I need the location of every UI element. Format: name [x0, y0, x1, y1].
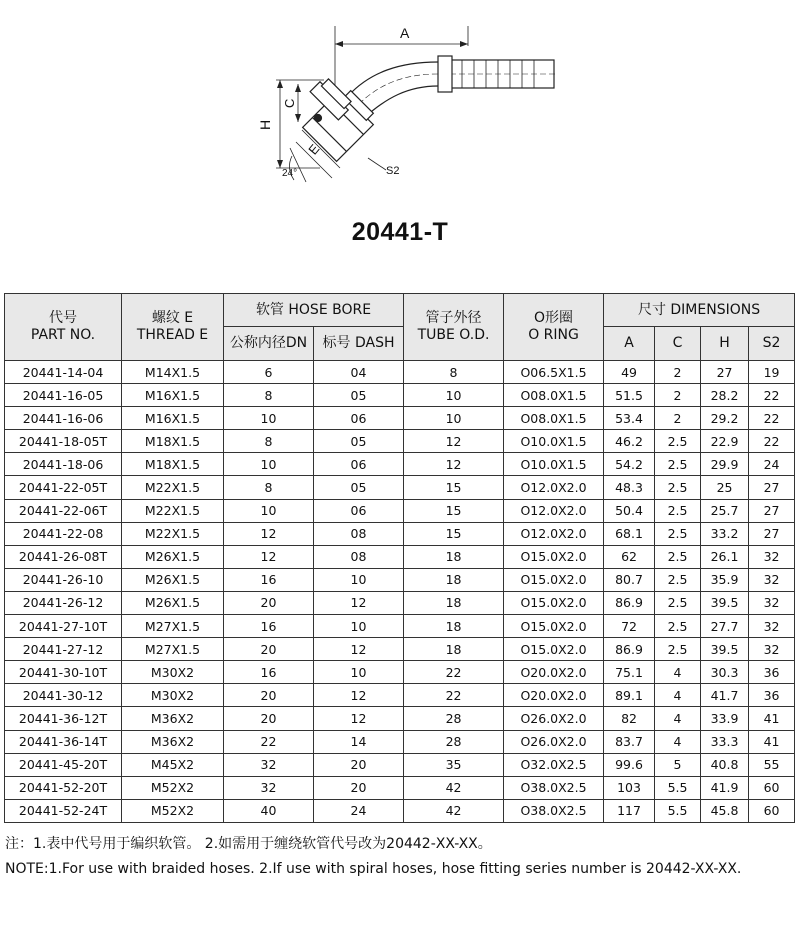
- cell-thread: M18X1.5: [122, 453, 224, 476]
- cell-o-ring: O32.0X2.5: [504, 753, 604, 776]
- header-hose-bore: 软管 HOSE BORE: [224, 294, 404, 327]
- cell-o-ring: O12.0X2.0: [504, 476, 604, 499]
- cell-dim-h: 22.9: [701, 430, 749, 453]
- table-row: [5, 361, 795, 384]
- note-cn: 注：1.表中代号用于编织软管。 2.如需用于缠绕软管代号改为20442-XX-XX。: [5, 836, 492, 852]
- cell-dash: 12: [314, 707, 404, 730]
- cell-dash: 05: [314, 430, 404, 453]
- cell-dim-s2: 19: [749, 361, 795, 384]
- cell-part-no: 20441-22-08: [5, 522, 122, 545]
- cell-dim-c: 2.5: [655, 545, 701, 568]
- cell-dim-a: 54.2: [604, 453, 655, 476]
- cell-dim-s2: 32: [749, 615, 795, 638]
- model-title: 20441-T: [351, 218, 449, 246]
- cell-dim-c: 2.5: [655, 430, 701, 453]
- cell-tube-od: 42: [404, 776, 504, 799]
- table-row: [5, 615, 795, 638]
- cell-part-no: 20441-52-20T: [5, 776, 122, 799]
- cell-dash: 10: [314, 661, 404, 684]
- fitting-drawing: [240, 18, 570, 190]
- cell-o-ring: O15.0X2.0: [504, 545, 604, 568]
- spec-table: [4, 293, 795, 823]
- table-row: [5, 591, 795, 614]
- cell-dim-s2: 60: [749, 776, 795, 799]
- cell-dim-c: 4: [655, 684, 701, 707]
- cell-dim-a: 99.6: [604, 753, 655, 776]
- cell-part-no: 20441-14-04: [5, 361, 122, 384]
- cell-dash: 24: [314, 799, 404, 822]
- cell-dim-h: 30.3: [701, 661, 749, 684]
- table-row: [5, 568, 795, 591]
- cell-o-ring: O38.0X2.5: [504, 776, 604, 799]
- cell-o-ring: O15.0X2.0: [504, 568, 604, 591]
- header-dimensions: 尺寸 DIMENSIONS: [604, 294, 795, 327]
- cell-dim-h: 29.2: [701, 407, 749, 430]
- cell-thread: M36X2: [122, 730, 224, 753]
- header-s2: S2: [749, 327, 795, 361]
- cell-dim-c: 2: [655, 361, 701, 384]
- cell-tube-od: 15: [404, 476, 504, 499]
- cell-thread: M30X2: [122, 661, 224, 684]
- cell-thread: M45X2: [122, 753, 224, 776]
- cell-dn: 12: [224, 545, 314, 568]
- cell-dash: 05: [314, 476, 404, 499]
- cell-o-ring: O12.0X2.0: [504, 522, 604, 545]
- cell-dim-c: 2.5: [655, 522, 701, 545]
- cell-tube-od: 12: [404, 453, 504, 476]
- cell-dash: 10: [314, 568, 404, 591]
- cell-dim-a: 86.9: [604, 591, 655, 614]
- cell-o-ring: O15.0X2.0: [504, 615, 604, 638]
- cell-dim-s2: 32: [749, 545, 795, 568]
- cell-dim-s2: 36: [749, 661, 795, 684]
- cell-tube-od: 18: [404, 591, 504, 614]
- cell-dim-h: 28.2: [701, 384, 749, 407]
- cell-dim-c: 2.5: [655, 615, 701, 638]
- cell-part-no: 20441-22-05T: [5, 476, 122, 499]
- cell-part-no: 20441-18-05T: [5, 430, 122, 453]
- cell-part-no: 20441-26-08T: [5, 545, 122, 568]
- header-part-no: 代号 PART NO.: [5, 294, 122, 361]
- table-row: [5, 730, 795, 753]
- spec-table-body: [5, 361, 795, 823]
- cell-o-ring: O20.0X2.0: [504, 684, 604, 707]
- cell-dim-a: 103: [604, 776, 655, 799]
- label-a: A: [400, 25, 410, 41]
- cell-dim-h: 45.8: [701, 799, 749, 822]
- cell-dim-s2: 41: [749, 730, 795, 753]
- cell-dim-s2: 36: [749, 684, 795, 707]
- cell-tube-od: 18: [404, 545, 504, 568]
- cell-part-no: 20441-16-05: [5, 384, 122, 407]
- cell-dim-a: 72: [604, 615, 655, 638]
- cell-part-no: 20441-26-12: [5, 591, 122, 614]
- cell-dim-a: 68.1: [604, 522, 655, 545]
- cell-dim-a: 50.4: [604, 499, 655, 522]
- table-row: [5, 407, 795, 430]
- cell-dim-a: 62: [604, 545, 655, 568]
- label-s2: S2: [386, 165, 400, 177]
- cell-dim-h: 25: [701, 476, 749, 499]
- cell-thread: M18X1.5: [122, 430, 224, 453]
- cell-dim-h: 33.2: [701, 522, 749, 545]
- cell-dim-c: 2.5: [655, 591, 701, 614]
- cell-dash: 04: [314, 361, 404, 384]
- cell-dim-a: 82: [604, 707, 655, 730]
- cell-dim-c: 2.5: [655, 453, 701, 476]
- note-en: NOTE:1.For use with braided hoses. 2.If use with spiral hoses, hose fitting series number is 20442-XX-XX.: [5, 861, 742, 877]
- cell-o-ring: O08.0X1.5: [504, 384, 604, 407]
- table-row: [5, 430, 795, 453]
- cell-dim-a: 80.7: [604, 568, 655, 591]
- cell-part-no: 20441-27-10T: [5, 615, 122, 638]
- header-c: C: [655, 327, 701, 361]
- cell-tube-od: 18: [404, 638, 504, 661]
- cell-dim-s2: 55: [749, 753, 795, 776]
- cell-dn: 12: [224, 522, 314, 545]
- cell-dim-c: 2.5: [655, 568, 701, 591]
- cell-o-ring: O08.0X1.5: [504, 407, 604, 430]
- cell-dim-h: 33.3: [701, 730, 749, 753]
- cell-dn: 20: [224, 638, 314, 661]
- cell-dim-h: 27: [701, 361, 749, 384]
- cell-thread: M22X1.5: [122, 522, 224, 545]
- table-row: [5, 499, 795, 522]
- cell-dim-s2: 24: [749, 453, 795, 476]
- cell-dn: 20: [224, 707, 314, 730]
- cell-tube-od: 15: [404, 522, 504, 545]
- cell-dn: 16: [224, 661, 314, 684]
- cell-dn: 20: [224, 684, 314, 707]
- cell-dim-c: 2.5: [655, 476, 701, 499]
- cell-tube-od: 10: [404, 407, 504, 430]
- cell-dash: 14: [314, 730, 404, 753]
- table-row: [5, 638, 795, 661]
- notes: [5, 832, 741, 882]
- cell-dash: 20: [314, 776, 404, 799]
- header-h: H: [701, 327, 749, 361]
- cell-thread: M22X1.5: [122, 476, 224, 499]
- cell-o-ring: O15.0X2.0: [504, 638, 604, 661]
- cell-dn: 8: [224, 384, 314, 407]
- cell-dim-h: 39.5: [701, 591, 749, 614]
- cell-dn: 8: [224, 476, 314, 499]
- cell-tube-od: 28: [404, 707, 504, 730]
- cell-dim-s2: 22: [749, 430, 795, 453]
- cell-dn: 10: [224, 407, 314, 430]
- cell-dim-a: 89.1: [604, 684, 655, 707]
- cell-part-no: 20441-36-14T: [5, 730, 122, 753]
- cell-thread: M14X1.5: [122, 361, 224, 384]
- cell-part-no: 20441-45-20T: [5, 753, 122, 776]
- cell-thread: M52X2: [122, 799, 224, 822]
- cell-dn: 10: [224, 499, 314, 522]
- table-row: [5, 753, 795, 776]
- cell-o-ring: O06.5X1.5: [504, 361, 604, 384]
- cell-thread: M22X1.5: [122, 499, 224, 522]
- cell-part-no: 20441-27-12: [5, 638, 122, 661]
- cell-dim-a: 51.5: [604, 384, 655, 407]
- cell-dash: 12: [314, 591, 404, 614]
- cell-o-ring: O10.0X1.5: [504, 430, 604, 453]
- cell-dim-s2: 27: [749, 499, 795, 522]
- cell-tube-od: 12: [404, 430, 504, 453]
- cell-dim-h: 29.9: [701, 453, 749, 476]
- cell-dim-h: 33.9: [701, 707, 749, 730]
- cell-dim-h: 26.1: [701, 545, 749, 568]
- cell-dim-s2: 32: [749, 638, 795, 661]
- cell-tube-od: 22: [404, 684, 504, 707]
- table-row: [5, 684, 795, 707]
- cell-part-no: 20441-30-10T: [5, 661, 122, 684]
- cell-dn: 16: [224, 615, 314, 638]
- cell-part-no: 20441-18-06: [5, 453, 122, 476]
- cell-dn: 10: [224, 453, 314, 476]
- table-row: [5, 661, 795, 684]
- cell-dash: 08: [314, 522, 404, 545]
- cell-tube-od: 18: [404, 615, 504, 638]
- cell-part-no: 20441-26-10: [5, 568, 122, 591]
- cell-dn: 20: [224, 591, 314, 614]
- cell-o-ring: O15.0X2.0: [504, 591, 604, 614]
- label-h: H: [257, 119, 273, 130]
- cell-dim-c: 4: [655, 730, 701, 753]
- cell-dim-h: 39.5: [701, 638, 749, 661]
- cell-dim-s2: 32: [749, 568, 795, 591]
- cell-part-no: 20441-16-06: [5, 407, 122, 430]
- header-tube-od: 管子外径 TUBE O.D.: [404, 294, 504, 361]
- cell-dim-c: 4: [655, 661, 701, 684]
- cell-dash: 20: [314, 753, 404, 776]
- cell-dim-s2: 60: [749, 799, 795, 822]
- cell-tube-od: 35: [404, 753, 504, 776]
- cell-thread: M27X1.5: [122, 615, 224, 638]
- cell-part-no: 20441-36-12T: [5, 707, 122, 730]
- table-row: [5, 453, 795, 476]
- cell-dash: 08: [314, 545, 404, 568]
- table-row: [5, 545, 795, 568]
- table-row: [5, 707, 795, 730]
- cell-dash: 12: [314, 684, 404, 707]
- cell-tube-od: 22: [404, 661, 504, 684]
- cell-tube-od: 10: [404, 384, 504, 407]
- cell-dash: 06: [314, 453, 404, 476]
- cell-thread: M16X1.5: [122, 407, 224, 430]
- cell-o-ring: O26.0X2.0: [504, 707, 604, 730]
- cell-dim-a: 53.4: [604, 407, 655, 430]
- cell-dim-s2: 22: [749, 384, 795, 407]
- cell-tube-od: 42: [404, 799, 504, 822]
- cell-dn: 22: [224, 730, 314, 753]
- cell-dim-a: 48.3: [604, 476, 655, 499]
- cell-dim-h: 35.9: [701, 568, 749, 591]
- cell-dash: 12: [314, 638, 404, 661]
- cell-part-no: 20441-22-06T: [5, 499, 122, 522]
- cell-dim-s2: 32: [749, 591, 795, 614]
- header-o-ring: O形圈 O RING: [504, 294, 604, 361]
- header-dn: 公称内径DN: [224, 327, 314, 361]
- cell-tube-od: 18: [404, 568, 504, 591]
- cell-dim-c: 2: [655, 407, 701, 430]
- cell-dn: 6: [224, 361, 314, 384]
- header-thread: 螺纹 E THREAD E: [122, 294, 224, 361]
- table-row: [5, 384, 795, 407]
- cell-dim-s2: 27: [749, 522, 795, 545]
- table-row: [5, 799, 795, 822]
- cell-tube-od: 28: [404, 730, 504, 753]
- cell-dim-s2: 41: [749, 707, 795, 730]
- cell-dim-a: 86.9: [604, 638, 655, 661]
- cell-dim-c: 2.5: [655, 499, 701, 522]
- cell-thread: M26X1.5: [122, 545, 224, 568]
- cell-part-no: 20441-30-12: [5, 684, 122, 707]
- cell-dim-c: 4: [655, 707, 701, 730]
- table-row: [5, 522, 795, 545]
- cell-dn: 40: [224, 799, 314, 822]
- cell-dn: 16: [224, 568, 314, 591]
- cell-dim-a: 117: [604, 799, 655, 822]
- cell-o-ring: O12.0X2.0: [504, 499, 604, 522]
- label-c: C: [282, 98, 297, 108]
- cell-dash: 05: [314, 384, 404, 407]
- cell-dim-c: 5.5: [655, 799, 701, 822]
- cell-thread: M26X1.5: [122, 568, 224, 591]
- cell-dn: 32: [224, 753, 314, 776]
- cell-thread: M26X1.5: [122, 591, 224, 614]
- cell-thread: M36X2: [122, 707, 224, 730]
- cell-tube-od: 15: [404, 499, 504, 522]
- cell-dim-h: 41.7: [701, 684, 749, 707]
- cell-o-ring: O10.0X1.5: [504, 453, 604, 476]
- cell-o-ring: O20.0X2.0: [504, 661, 604, 684]
- cell-dim-h: 27.7: [701, 615, 749, 638]
- table-row: [5, 476, 795, 499]
- cell-dim-s2: 22: [749, 407, 795, 430]
- label-e: E: [305, 141, 323, 158]
- header-a: A: [604, 327, 655, 361]
- cell-dim-a: 75.1: [604, 661, 655, 684]
- cell-part-no: 20441-52-24T: [5, 799, 122, 822]
- cell-dim-a: 83.7: [604, 730, 655, 753]
- cell-dash: 06: [314, 407, 404, 430]
- header-dash: 标号 DASH: [314, 327, 404, 361]
- cell-thread: M30X2: [122, 684, 224, 707]
- cell-dim-a: 49: [604, 361, 655, 384]
- cell-dn: 32: [224, 776, 314, 799]
- cell-dim-c: 2: [655, 384, 701, 407]
- cell-o-ring: O26.0X2.0: [504, 730, 604, 753]
- cell-dim-s2: 27: [749, 476, 795, 499]
- cell-dim-a: 46.2: [604, 430, 655, 453]
- cell-dim-c: 5: [655, 753, 701, 776]
- table-row: [5, 776, 795, 799]
- cell-dim-c: 2.5: [655, 638, 701, 661]
- cell-dim-c: 5.5: [655, 776, 701, 799]
- cell-thread: M27X1.5: [122, 638, 224, 661]
- cell-dim-h: 40.8: [701, 753, 749, 776]
- cell-dn: 8: [224, 430, 314, 453]
- cell-dash: 10: [314, 615, 404, 638]
- cell-thread: M52X2: [122, 776, 224, 799]
- cell-tube-od: 8: [404, 361, 504, 384]
- label-angle: 24°: [282, 168, 298, 179]
- cell-dim-h: 41.9: [701, 776, 749, 799]
- cell-dim-h: 25.7: [701, 499, 749, 522]
- cell-thread: M16X1.5: [122, 384, 224, 407]
- cell-o-ring: O38.0X2.5: [504, 799, 604, 822]
- cell-dash: 06: [314, 499, 404, 522]
